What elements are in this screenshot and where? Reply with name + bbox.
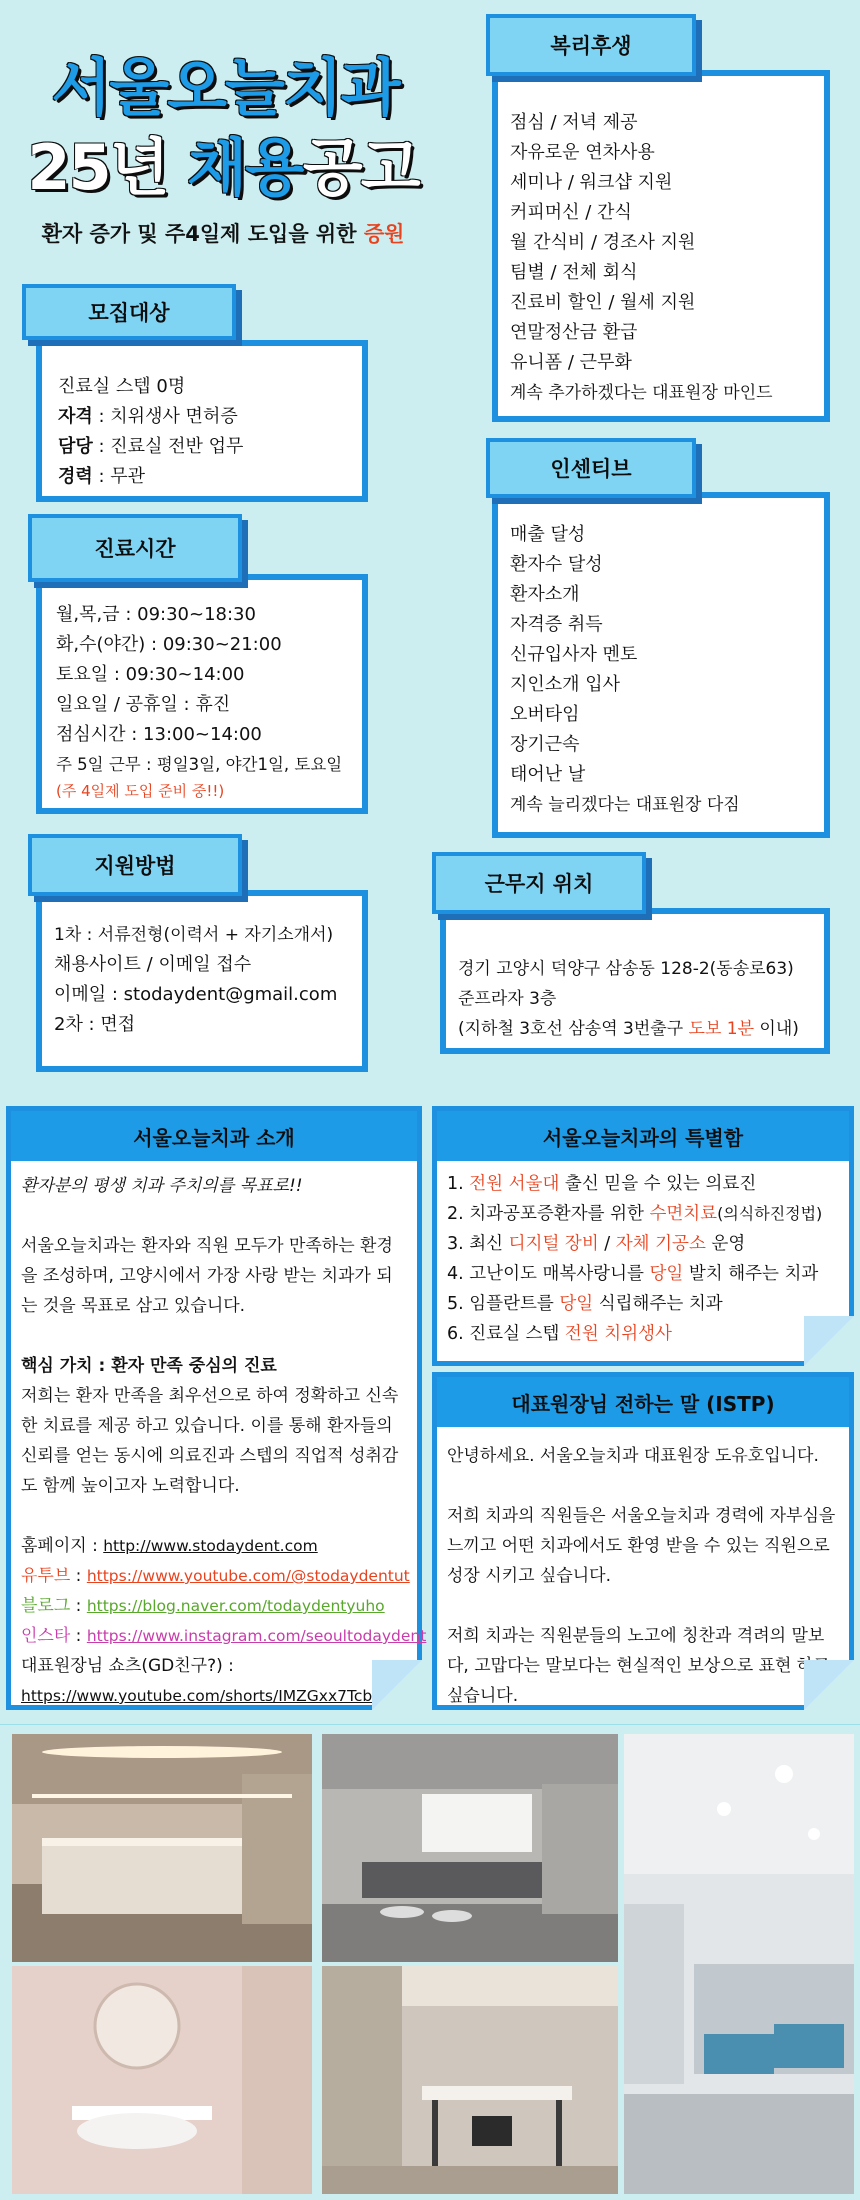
location-box xyxy=(440,908,830,1054)
recruit-box xyxy=(36,340,368,502)
special-item xyxy=(447,1319,849,1349)
incentive-item: 계속 늘리겠다는 대표원장 다짐 xyxy=(510,795,740,815)
recruit-value: : 치위생사 면허증 xyxy=(92,406,238,427)
message-heading-text: 대표원장님 전하는 말 (ISTP) xyxy=(511,1391,775,1416)
special-heading-text: 서울오늘치과의 특별함 xyxy=(542,1125,744,1150)
special-text: 최신 xyxy=(469,1234,509,1254)
location-tab xyxy=(432,852,646,914)
intro-panel xyxy=(6,1106,427,1710)
title-year: 25년 xyxy=(27,131,188,204)
photo-reception xyxy=(12,1734,312,1962)
intro-heading-text: 서울오늘치과 소개 xyxy=(133,1125,295,1150)
recruit-list xyxy=(42,346,362,492)
special-text: 출신 믿을 수 있는 의료진 xyxy=(559,1174,757,1194)
special-text: 치과공포증환자를 위한 xyxy=(469,1204,650,1224)
welfare-tab xyxy=(486,14,696,76)
welfare-item: 연말정산금 환급 xyxy=(510,322,638,343)
message-para2: 저희 치과의 직원들은 서울오늘치과 경력에 자부심을 느끼고 어떤 치과에서도 환영 받을 수 있는 직원으로 성장 시키고 싶습니다. xyxy=(447,1506,836,1586)
special-text: 운영 xyxy=(705,1234,746,1254)
welfare-item: 세미나 / 워크샵 지원 xyxy=(510,172,673,193)
incentive-item: 환자소개 xyxy=(510,584,580,605)
welfare-item: 진료비 할인 / 월세 지원 xyxy=(510,292,696,313)
special-highlight: 당일 xyxy=(559,1294,594,1314)
hours-line: 점심시간 : 13:00~14:00 xyxy=(56,724,262,745)
photo-washroom xyxy=(12,1966,312,2194)
special-highlight: 자체 기공소 xyxy=(615,1234,706,1254)
location-subway xyxy=(458,1014,824,1044)
youtube-label: 유투브 xyxy=(21,1566,71,1586)
incentive-item: 태어난 날 xyxy=(510,764,586,785)
message-page-curl xyxy=(804,1660,854,1710)
special-item xyxy=(447,1199,849,1229)
special-text: 진료실 스텝 xyxy=(469,1324,565,1344)
special-text: 식립해주는 치과 xyxy=(593,1294,723,1314)
title-notice: 공고 xyxy=(302,131,419,204)
welfare-box xyxy=(492,70,830,422)
homepage-label: 홈페이지 : xyxy=(21,1536,104,1556)
message-para3: 저희 치과는 직원분들의 노고에 칭찬과 격려의 말보다, 고맙다는 말보다는 현실적인 보상으로 표현 하고 싶습니다. xyxy=(447,1626,830,1706)
youtube-row: 유투브 : https://www.youtube.com/@stodaydentut xyxy=(21,1566,410,1586)
hours-note: (주 4일제 도입 준비 중!!) xyxy=(56,782,225,800)
intro-page-curl xyxy=(372,1660,422,1710)
hours-tab xyxy=(28,514,242,582)
special-highlight: 당일 xyxy=(649,1264,684,1284)
special-highlight: 수면치료 xyxy=(649,1204,718,1224)
special-list xyxy=(437,1161,849,1349)
message-heading xyxy=(437,1377,849,1427)
intro-motto: 환자분의 평생 치과 주치의를 목표로!! xyxy=(21,1176,303,1196)
blog-label: 블로그 xyxy=(21,1596,71,1616)
special-item xyxy=(447,1169,849,1199)
page-subtitle xyxy=(18,218,428,248)
location-subway-c: 이내) xyxy=(754,1019,799,1039)
welfare-item: 팀별 / 전체 회식 xyxy=(510,262,638,283)
incentive-list xyxy=(498,498,824,820)
hours-box xyxy=(36,574,368,814)
recruit-line xyxy=(58,372,362,402)
blog-row: 블로그 : https://blog.naver.com/todaydentyuho xyxy=(21,1596,385,1616)
special-item xyxy=(447,1289,849,1319)
special-highlight: 전원 서울대 xyxy=(469,1174,560,1194)
special-text: (의식하진정법) xyxy=(717,1204,823,1223)
recruit-tab xyxy=(22,284,236,340)
apply-line: 2차 : 면접 xyxy=(54,1014,136,1035)
hours-line: 월,목,금 : 09:30~18:30 xyxy=(56,604,256,625)
special-num: 1. xyxy=(447,1174,470,1194)
page-title-recruit xyxy=(18,118,428,207)
special-text: / xyxy=(598,1234,616,1254)
special-panel xyxy=(432,1106,854,1366)
hours-list xyxy=(42,580,362,802)
shorts-label: 대표원장님 쇼츠(GD친구?) : xyxy=(21,1656,234,1676)
photo-waiting-room xyxy=(322,1734,618,1962)
insta-link[interactable]: https://www.instagram.com/seoultodaydent xyxy=(86,1627,427,1645)
recruit-value: 진료실 스텝 0명 xyxy=(58,376,186,397)
special-heading xyxy=(437,1111,849,1161)
hours-line: 일요일 / 공휴일 : 휴진 xyxy=(56,694,231,715)
apply-line: 채용사이트 / 이메일 접수 xyxy=(54,954,252,975)
section-divider xyxy=(0,1724,860,1725)
message-para1: 안녕하세요. 서울오늘치과 대표원장 도유호입니다. xyxy=(447,1446,819,1466)
special-highlight: 전원 치위생사 xyxy=(564,1324,672,1344)
apply-email[interactable]: 이메일 : stodaydent@gmail.com xyxy=(54,984,338,1005)
welfare-item: 커피머신 / 간식 xyxy=(510,202,632,223)
location-address: 경기 고양시 덕양구 삼송동 128-2(동송로63) xyxy=(458,959,794,979)
incentive-item: 지인소개 입사 xyxy=(510,674,621,695)
recruit-line xyxy=(58,432,362,462)
incentive-item: 환자수 달성 xyxy=(510,554,603,575)
incentive-item: 장기근속 xyxy=(510,734,580,755)
incentive-box xyxy=(492,492,830,838)
location-subway-a: (지하철 3호선 삼송역 3번출구 xyxy=(458,1019,689,1039)
hours-tab-label: 진료시간 xyxy=(94,537,176,561)
special-num: 5. xyxy=(447,1294,470,1314)
title-hiring: 채용 xyxy=(187,131,303,204)
special-text: 발치 해주는 치과 xyxy=(683,1264,819,1284)
subtitle-text: 환자 증가 및 주4일제 도입을 위한 xyxy=(41,222,364,246)
special-page-curl xyxy=(804,1316,854,1366)
welfare-list xyxy=(498,76,824,408)
recruit-line xyxy=(58,462,362,492)
incentive-tab-label: 인센티브 xyxy=(550,457,632,481)
incentive-tab xyxy=(486,438,696,498)
recruit-value: : 진료실 전반 업무 xyxy=(92,436,244,457)
homepage-link[interactable]: http://www.stodaydent.com xyxy=(103,1537,318,1555)
recruit-key: 경력 xyxy=(58,466,93,487)
welfare-item: 유니폼 / 근무화 xyxy=(510,352,632,373)
incentive-item: 오버타임 xyxy=(510,704,580,725)
recruit-key: 자격 xyxy=(58,406,93,427)
hours-line: 화,수(야간) : 09:30~21:00 xyxy=(56,634,282,655)
recruit-line xyxy=(58,402,362,432)
page-title-clinic: 서울오늘치과 xyxy=(51,51,399,124)
photo-consult-room xyxy=(322,1966,618,2194)
shorts-link[interactable]: https://www.youtube.com/shorts/IMZGxx7Tcb8 xyxy=(21,1687,383,1705)
apply-box xyxy=(36,890,368,1072)
message-panel xyxy=(432,1372,854,1710)
special-num: 6. xyxy=(447,1324,470,1344)
intro-para1: 서울오늘치과는 환자와 직원 모두가 만족하는 환경을 조성하며, 고양시에서 가장 사랑 받는 치과가 되는 것을 목표로 삼고 있습니다. xyxy=(21,1236,393,1316)
youtube-link[interactable]: https://www.youtube.com/@stodaydentut xyxy=(86,1567,410,1585)
welfare-item: 점심 / 저녁 제공 xyxy=(510,112,638,133)
intro-heading xyxy=(11,1111,417,1161)
welfare-item: 자유로운 연차사용 xyxy=(510,142,655,163)
recruit-key: 담당 xyxy=(58,436,93,457)
intro-core-title: 핵심 가치 : 환자 만족 중심의 진료 xyxy=(21,1356,277,1376)
recruit-value: : 무관 xyxy=(92,466,146,487)
incentive-item: 매출 달성 xyxy=(510,524,586,545)
special-text: 고난이도 매복사랑니를 xyxy=(469,1264,650,1284)
apply-line: 1차 : 서류전형(이력서 + 자기소개서) xyxy=(54,925,334,945)
insta-row: 인스타 : https://www.instagram.com/seoultodaydent xyxy=(21,1626,427,1646)
hours-line: 주 5일 근무 : 평일3일, 야간1일, 토요일 xyxy=(56,755,343,774)
intro-para2: 저희는 환자 만족을 최우선으로 하여 정확하고 신속한 치료를 제공 하고 있습니다. 이를 통해 환자들의 신뢰를 얻는 동시에 의료진과 스텝의 직업적 성취감도 함께 높이고자 노력합니다. xyxy=(21,1386,399,1496)
apply-list xyxy=(42,896,362,1040)
location-tab-label: 근무지 위치 xyxy=(484,872,594,896)
welfare-item: 계속 추가하겠다는 대표원장 마인드 xyxy=(510,383,773,403)
subtitle-highlight: 증원 xyxy=(363,222,405,246)
message-body xyxy=(437,1427,849,1711)
location-walk: 도보 1분 xyxy=(688,1019,755,1039)
special-highlight: 디지털 장비 xyxy=(508,1234,599,1254)
location-text xyxy=(446,914,824,1044)
special-num: 3. xyxy=(447,1234,470,1254)
special-text: 임플란트를 xyxy=(469,1294,560,1314)
recruit-tab-label: 모집대상 xyxy=(88,301,170,325)
apply-tab-label: 지원방법 xyxy=(94,854,176,878)
location-building: 준프라자 3층 xyxy=(458,989,557,1009)
blog-link[interactable]: https://blog.naver.com/todaydentyuho xyxy=(86,1597,385,1615)
special-item xyxy=(447,1229,849,1259)
intro-body xyxy=(11,1161,427,1711)
incentive-item: 신규입사자 멘토 xyxy=(510,644,638,665)
homepage-row xyxy=(21,1531,409,1561)
welfare-item: 월 간식비 / 경조사 지원 xyxy=(510,232,696,253)
special-num: 2. xyxy=(447,1204,470,1224)
special-num: 4. xyxy=(447,1264,470,1284)
welfare-tab-label: 복리후생 xyxy=(550,34,632,58)
apply-tab xyxy=(28,834,242,896)
insta-label: 인스타 xyxy=(21,1626,71,1646)
hours-line: 토요일 : 09:30~14:00 xyxy=(56,664,245,685)
photo-treatment-room xyxy=(624,1734,854,2194)
incentive-item: 자격증 취득 xyxy=(510,614,603,635)
special-item xyxy=(447,1259,849,1289)
